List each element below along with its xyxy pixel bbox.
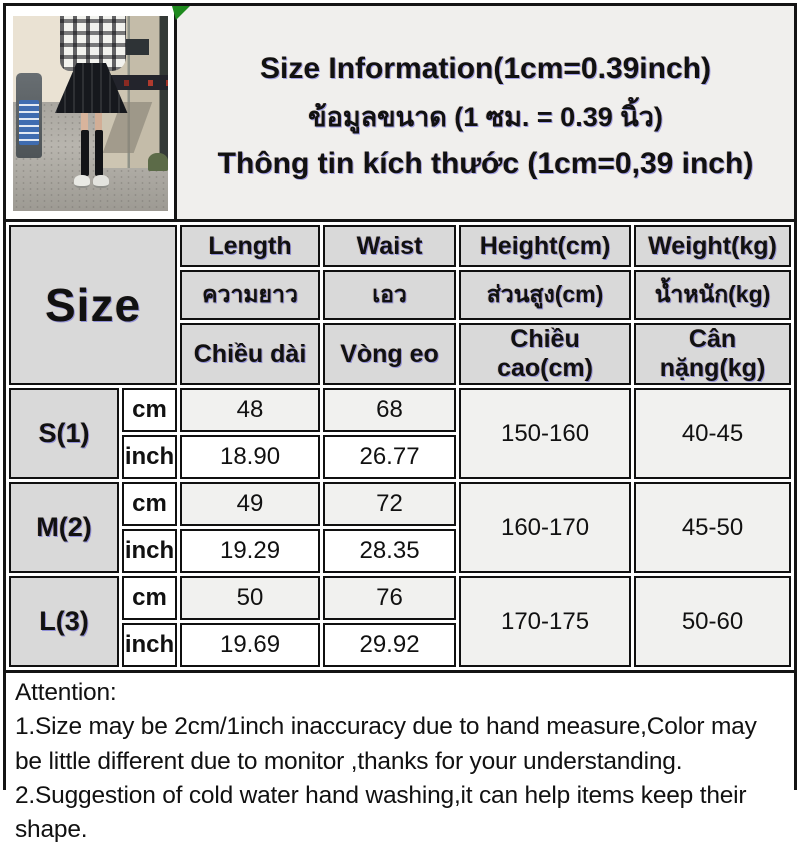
size-header-cell: Size xyxy=(9,225,177,385)
unit-cm-label: cm xyxy=(122,388,177,432)
l-length-cm: 50 xyxy=(180,576,320,620)
attention-section xyxy=(6,670,794,847)
m-waist-inch: 28.35 xyxy=(323,529,456,573)
unit-inch-label: inch xyxy=(122,623,177,667)
title-thai: ข้อมูลขนาด (1 ซม. = 0.39 นิ้ว) xyxy=(308,102,663,132)
title-english: Size Information(1cm=0.39inch) xyxy=(260,52,711,85)
col-header-height-vi: Chiều cao(cm) xyxy=(459,323,631,385)
table-row-m-cm xyxy=(9,482,791,526)
s-length-inch: 18.90 xyxy=(180,435,320,479)
col-header-weight-en: Weight(kg) xyxy=(634,225,791,267)
col-header-length-en: Length xyxy=(180,225,320,267)
title-panel xyxy=(177,6,794,219)
header-row-english xyxy=(9,225,791,267)
unit-inch-label: inch xyxy=(122,529,177,573)
size-s-cell: S(1) xyxy=(9,388,119,479)
size-chart-page xyxy=(3,3,797,844)
col-header-weight-vi: Cân nặng(kg) xyxy=(634,323,791,385)
col-header-weight-th: น้ำหนัก(kg) xyxy=(634,270,791,320)
size-m-cell: M(2) xyxy=(9,482,119,573)
s-length-cm: 48 xyxy=(180,388,320,432)
s-waist-inch: 26.77 xyxy=(323,435,456,479)
m-waist-cm: 72 xyxy=(323,482,456,526)
col-header-height-en: Height(cm) xyxy=(459,225,631,267)
photo-left-shoe xyxy=(74,175,90,188)
col-header-waist-en: Waist xyxy=(323,225,456,267)
photo-bin-sticker xyxy=(19,100,38,145)
unit-cm-label: cm xyxy=(122,482,177,526)
s-weight-range: 40-45 xyxy=(634,388,791,479)
photo-right-shoe xyxy=(93,175,109,188)
table-row-l-cm xyxy=(9,576,791,620)
col-header-length-vi: Chiều dài xyxy=(180,323,320,385)
l-length-inch: 19.69 xyxy=(180,623,320,667)
m-height-range: 160-170 xyxy=(459,482,631,573)
unit-inch-label: inch xyxy=(122,435,177,479)
table-row-s-cm xyxy=(9,388,791,432)
photo-left-sock xyxy=(81,130,89,176)
m-length-inch: 19.29 xyxy=(180,529,320,573)
photo-plant xyxy=(148,153,168,171)
size-l-cell: L(3) xyxy=(9,576,119,667)
product-photo-panel xyxy=(6,6,177,219)
col-header-length-th: ความยาว xyxy=(180,270,320,320)
col-header-height-th: ส่วนสูง(cm) xyxy=(459,270,631,320)
s-waist-cm: 68 xyxy=(323,388,456,432)
attention-heading: Attention: xyxy=(15,679,117,706)
title-vietnamese: Thông tin kích thước (1cm=0,39 inch) xyxy=(217,147,754,180)
col-header-waist-th: เอว xyxy=(323,270,456,320)
s-height-range: 150-160 xyxy=(459,388,631,479)
product-photo xyxy=(13,16,168,211)
m-weight-range: 45-50 xyxy=(634,482,791,573)
header-section xyxy=(6,6,794,222)
col-header-waist-vi: Vòng eo xyxy=(323,323,456,385)
size-chart-table xyxy=(6,222,794,670)
photo-plaid-shirt xyxy=(60,16,127,71)
attention-note-1: 1.Size may be 2cm/1inch inaccuracy due to hand measure,Color may be little different due to monitor ,thanks for your understanding. xyxy=(15,713,757,775)
l-waist-cm: 76 xyxy=(323,576,456,620)
m-length-cm: 49 xyxy=(180,482,320,526)
attention-note-2: 2.Suggestion of cold water hand washing,it can help items keep their shape. xyxy=(15,781,747,844)
photo-right-sock xyxy=(95,130,103,176)
l-height-range: 170-175 xyxy=(459,576,631,667)
unit-cm-label: cm xyxy=(122,576,177,620)
l-waist-inch: 29.92 xyxy=(323,623,456,667)
l-weight-range: 50-60 xyxy=(634,576,791,667)
